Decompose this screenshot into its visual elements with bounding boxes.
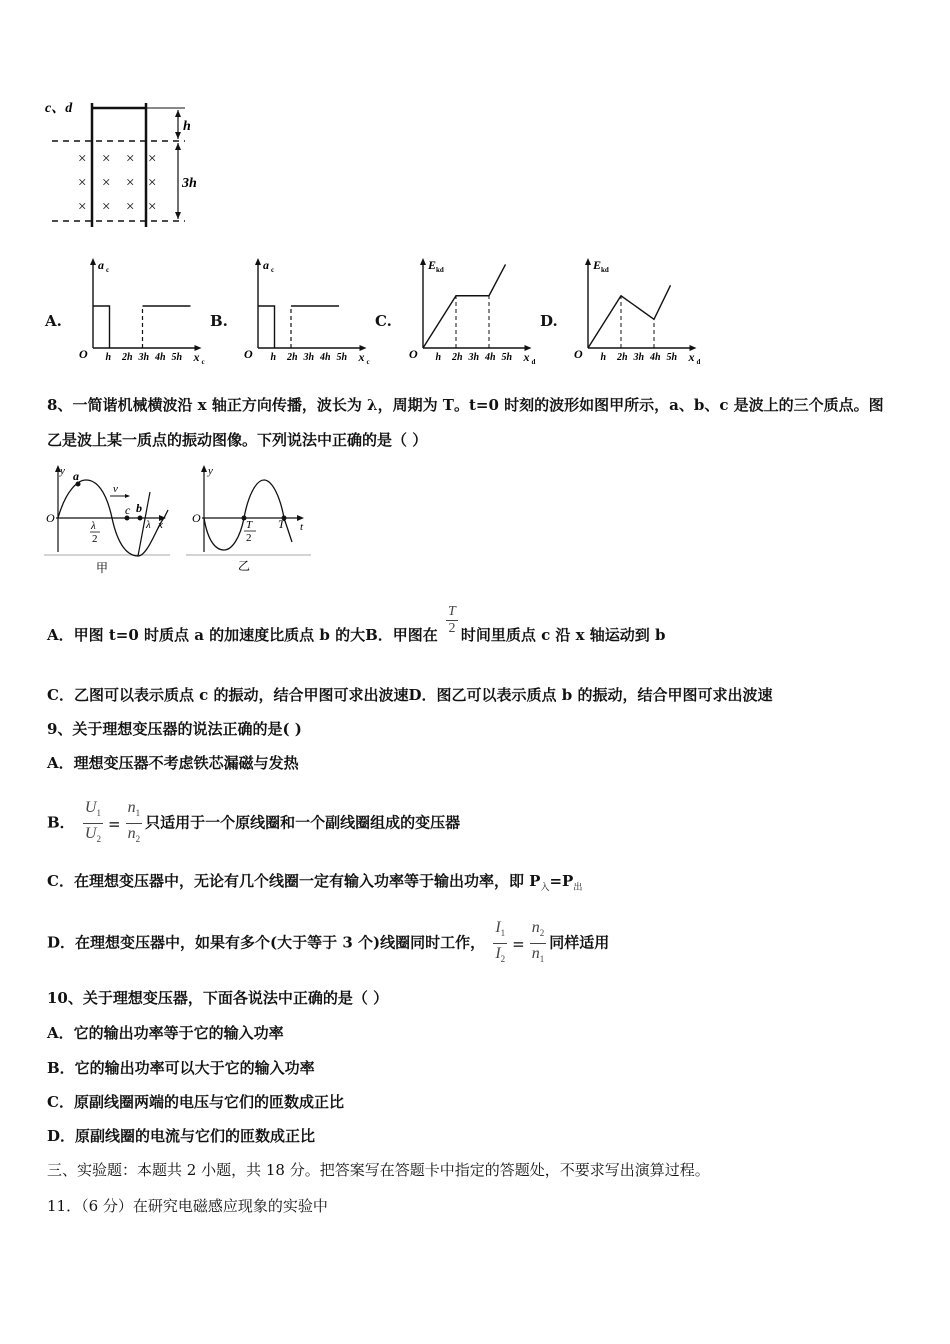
x-tick-label: h [105, 352, 112, 363]
q7-option-c-letter: C. [375, 312, 392, 330]
field-region-figure [40, 95, 210, 235]
x-tick-label: 4h [155, 352, 166, 363]
svg-text:O: O [192, 511, 201, 525]
x-axis-label: x [358, 350, 365, 364]
y-axis-label: a [263, 258, 269, 272]
q8-stem-line1: 8、一简谐机械横波沿 x 轴正方向传播，波长为 λ，周期为 T。t=0 时刻的波形如图甲所示，a、b、c 是波上的三个质点。图 [47, 396, 884, 414]
q7-option-d-graph [568, 255, 718, 370]
field-cross-mark: × [102, 199, 111, 215]
svg-text:乙: 乙 [238, 559, 251, 573]
y-axis-label: a [98, 258, 104, 272]
field-cross-mark: × [78, 151, 87, 167]
field-cross-mark: × [126, 151, 135, 167]
x-tick-label: h [270, 352, 277, 363]
svg-text:x: x [158, 519, 163, 531]
q9-voltage-ratio: $\frac{U_1}{U_2}$ [84, 799, 101, 845]
x-axis-label: x [193, 350, 200, 364]
x-tick-label: 2h [452, 352, 463, 363]
q7-option-d-letter: D. [540, 312, 558, 330]
x-tick-label: h [435, 352, 442, 363]
x-tick-label: 4h [650, 352, 661, 363]
q9-turns-ratio: $\frac{n_1}{n_2}$ [127, 799, 141, 845]
q8-option-c: C．乙图可以表示质点 c 的振动，结合甲图可求出波速 [47, 686, 409, 704]
svg-text:v: v [113, 483, 118, 495]
x-axis-subscript: c [366, 358, 370, 366]
svg-text:y: y [60, 465, 65, 477]
q10-stem: 10、关于理想变压器，下面各说法中正确的是（ ） [47, 989, 389, 1007]
x-tick-label: 4h [320, 352, 331, 363]
q7-option-c-graph [403, 255, 553, 370]
q11-stem: 11．（6 分）在研究电磁感应现象的实验中 [47, 1197, 328, 1215]
svg-text:T: T [246, 519, 253, 531]
svg-text:a: a [73, 469, 79, 483]
accel-segment [258, 306, 275, 348]
x-tick-label: 5h [171, 352, 183, 363]
x-tick-label: 5h [666, 352, 678, 363]
field-cross-mark: × [102, 151, 111, 167]
y-axis-subscript: c [271, 266, 275, 274]
svg-text:2: 2 [92, 533, 98, 545]
x-tick-label: 3h [633, 352, 645, 363]
q7-option-b-graph [238, 255, 388, 370]
x-tick-label: 2h [287, 352, 298, 363]
y-axis-subscript: c [106, 266, 110, 274]
q7-option-a-graph [73, 255, 223, 370]
field-cross-mark: × [78, 175, 87, 191]
q9-current-ratio: $\frac{I_1}{I_2}$ [495, 919, 506, 965]
svg-text:O: O [46, 511, 55, 525]
q9-stem: 9、关于理想变压器的说法正确的是( ) [47, 720, 302, 738]
origin-label: O [79, 347, 88, 361]
y-axis-subscript: kd [436, 266, 444, 274]
svg-text:甲: 甲 [96, 561, 109, 575]
q9-inverse-turns-ratio: $\frac{n_2}{n_1}$ [531, 919, 545, 965]
q9-option-b: B． $\frac{U_1}{U_2}$ = $\frac{n_1}{n_2}$ 只适用于一个原线圈和一个副线圈组成的变压器 [47, 798, 460, 849]
q9-option-d: D．在理想变压器中，如果有多个(大于等于 3 个)线圈同时工作， $\frac{I_1}{I_2}$ = $\frac{n_2}{n_1}$ 同样适用 [47, 918, 609, 969]
field-cross-mark: × [148, 151, 157, 167]
svg-text:2: 2 [246, 532, 252, 544]
origin-label: O [244, 347, 253, 361]
q9-option-a: A．理想变压器不考虑铁芯漏磁与发热 [47, 754, 299, 772]
energy-curve [588, 285, 671, 348]
wave-figure-jia [40, 462, 175, 577]
q10-option-d: D．原副线圈的电流与它们的匝数成正比 [47, 1127, 316, 1145]
origin-label: O [409, 347, 418, 361]
x-tick-label: h [600, 352, 607, 363]
q8-t-half-fraction: $\frac{T}{2}$ [448, 603, 456, 636]
svg-text:b: b [136, 501, 142, 515]
q8-option-a: A．甲图 t=0 时质点 a 的加速度比质点 b 的大 [47, 626, 366, 644]
q8-option-ab [47, 603, 666, 645]
field-cross-mark: × [148, 199, 157, 215]
x-axis-subscript: c [201, 358, 205, 366]
y-axis-subscript: kd [601, 266, 609, 274]
field-cross-mark: × [148, 175, 157, 191]
q7-option-b-letter: B. [210, 312, 228, 330]
field-cross-mark: × [78, 199, 87, 215]
q7-option-a-letter: A. [45, 312, 62, 330]
y-axis-label: E [428, 258, 437, 272]
field-marks [78, 151, 156, 215]
x-axis-label: x [523, 350, 530, 364]
svg-text:λ: λ [91, 520, 96, 532]
field-cross-mark: × [126, 199, 135, 215]
cd-label: c、d [45, 101, 73, 116]
h-label: h [183, 119, 191, 134]
svg-text:λ: λ [146, 519, 151, 531]
accel-segment [93, 306, 110, 348]
x-tick-label: 2h [122, 352, 133, 363]
q10-option-c: C．原副线圈两端的电压与它们的匝数成正比 [47, 1093, 344, 1111]
q8-option-cd [47, 685, 772, 705]
q10-option-a: A．它的输出功率等于它的输入功率 [47, 1024, 284, 1042]
energy-curve [423, 264, 506, 348]
origin-label: O [574, 347, 583, 361]
x-tick-label: 5h [336, 352, 348, 363]
q8-option-d: D．图乙可以表示质点 b 的振动，结合甲图可求出波速 [408, 686, 773, 704]
svg-text:t: t [300, 521, 304, 533]
svg-text:y: y [208, 465, 213, 477]
3h-label: 3h [182, 176, 197, 191]
field-cross-mark: × [126, 175, 135, 191]
q8-option-b-pre: B．甲图在 [365, 626, 438, 644]
x-tick-label: 3h [138, 352, 150, 363]
q8-stem-line2: 乙是波上某一质点的振动图像。下列说法中正确的是（ ） [47, 431, 428, 449]
svg-text:c: c [125, 503, 131, 517]
q8-option-b-post: 时间里质点 c 沿 x 轴运动到 b [460, 626, 666, 644]
svg-text:T: T [278, 517, 285, 531]
vibration-figure-yi [186, 462, 316, 577]
x-tick-label: 2h [617, 352, 628, 363]
field-cross-mark: × [102, 175, 111, 191]
x-tick-label: 4h [485, 352, 496, 363]
x-tick-label: 3h [468, 352, 480, 363]
x-axis-subscript: d [531, 358, 536, 366]
x-tick-label: 3h [303, 352, 315, 363]
x-axis-subscript: d [696, 358, 701, 366]
q9-option-c: C．在理想变压器中，无论有几个线圈一定有输入功率等于输出功率，即 $P_入=P_出$ [47, 872, 583, 893]
x-tick-label: 5h [501, 352, 513, 363]
q10-option-b: B．它的输出功率可以大于它的输入功率 [47, 1059, 315, 1077]
y-axis-label: E [593, 258, 602, 272]
section-3-heading: 三、实验题：本题共 2 小题，共 18 分。把答案写在答题卡中指定的答题处，不要求写出演算过程。 [47, 1161, 710, 1179]
x-axis-label: x [688, 350, 695, 364]
